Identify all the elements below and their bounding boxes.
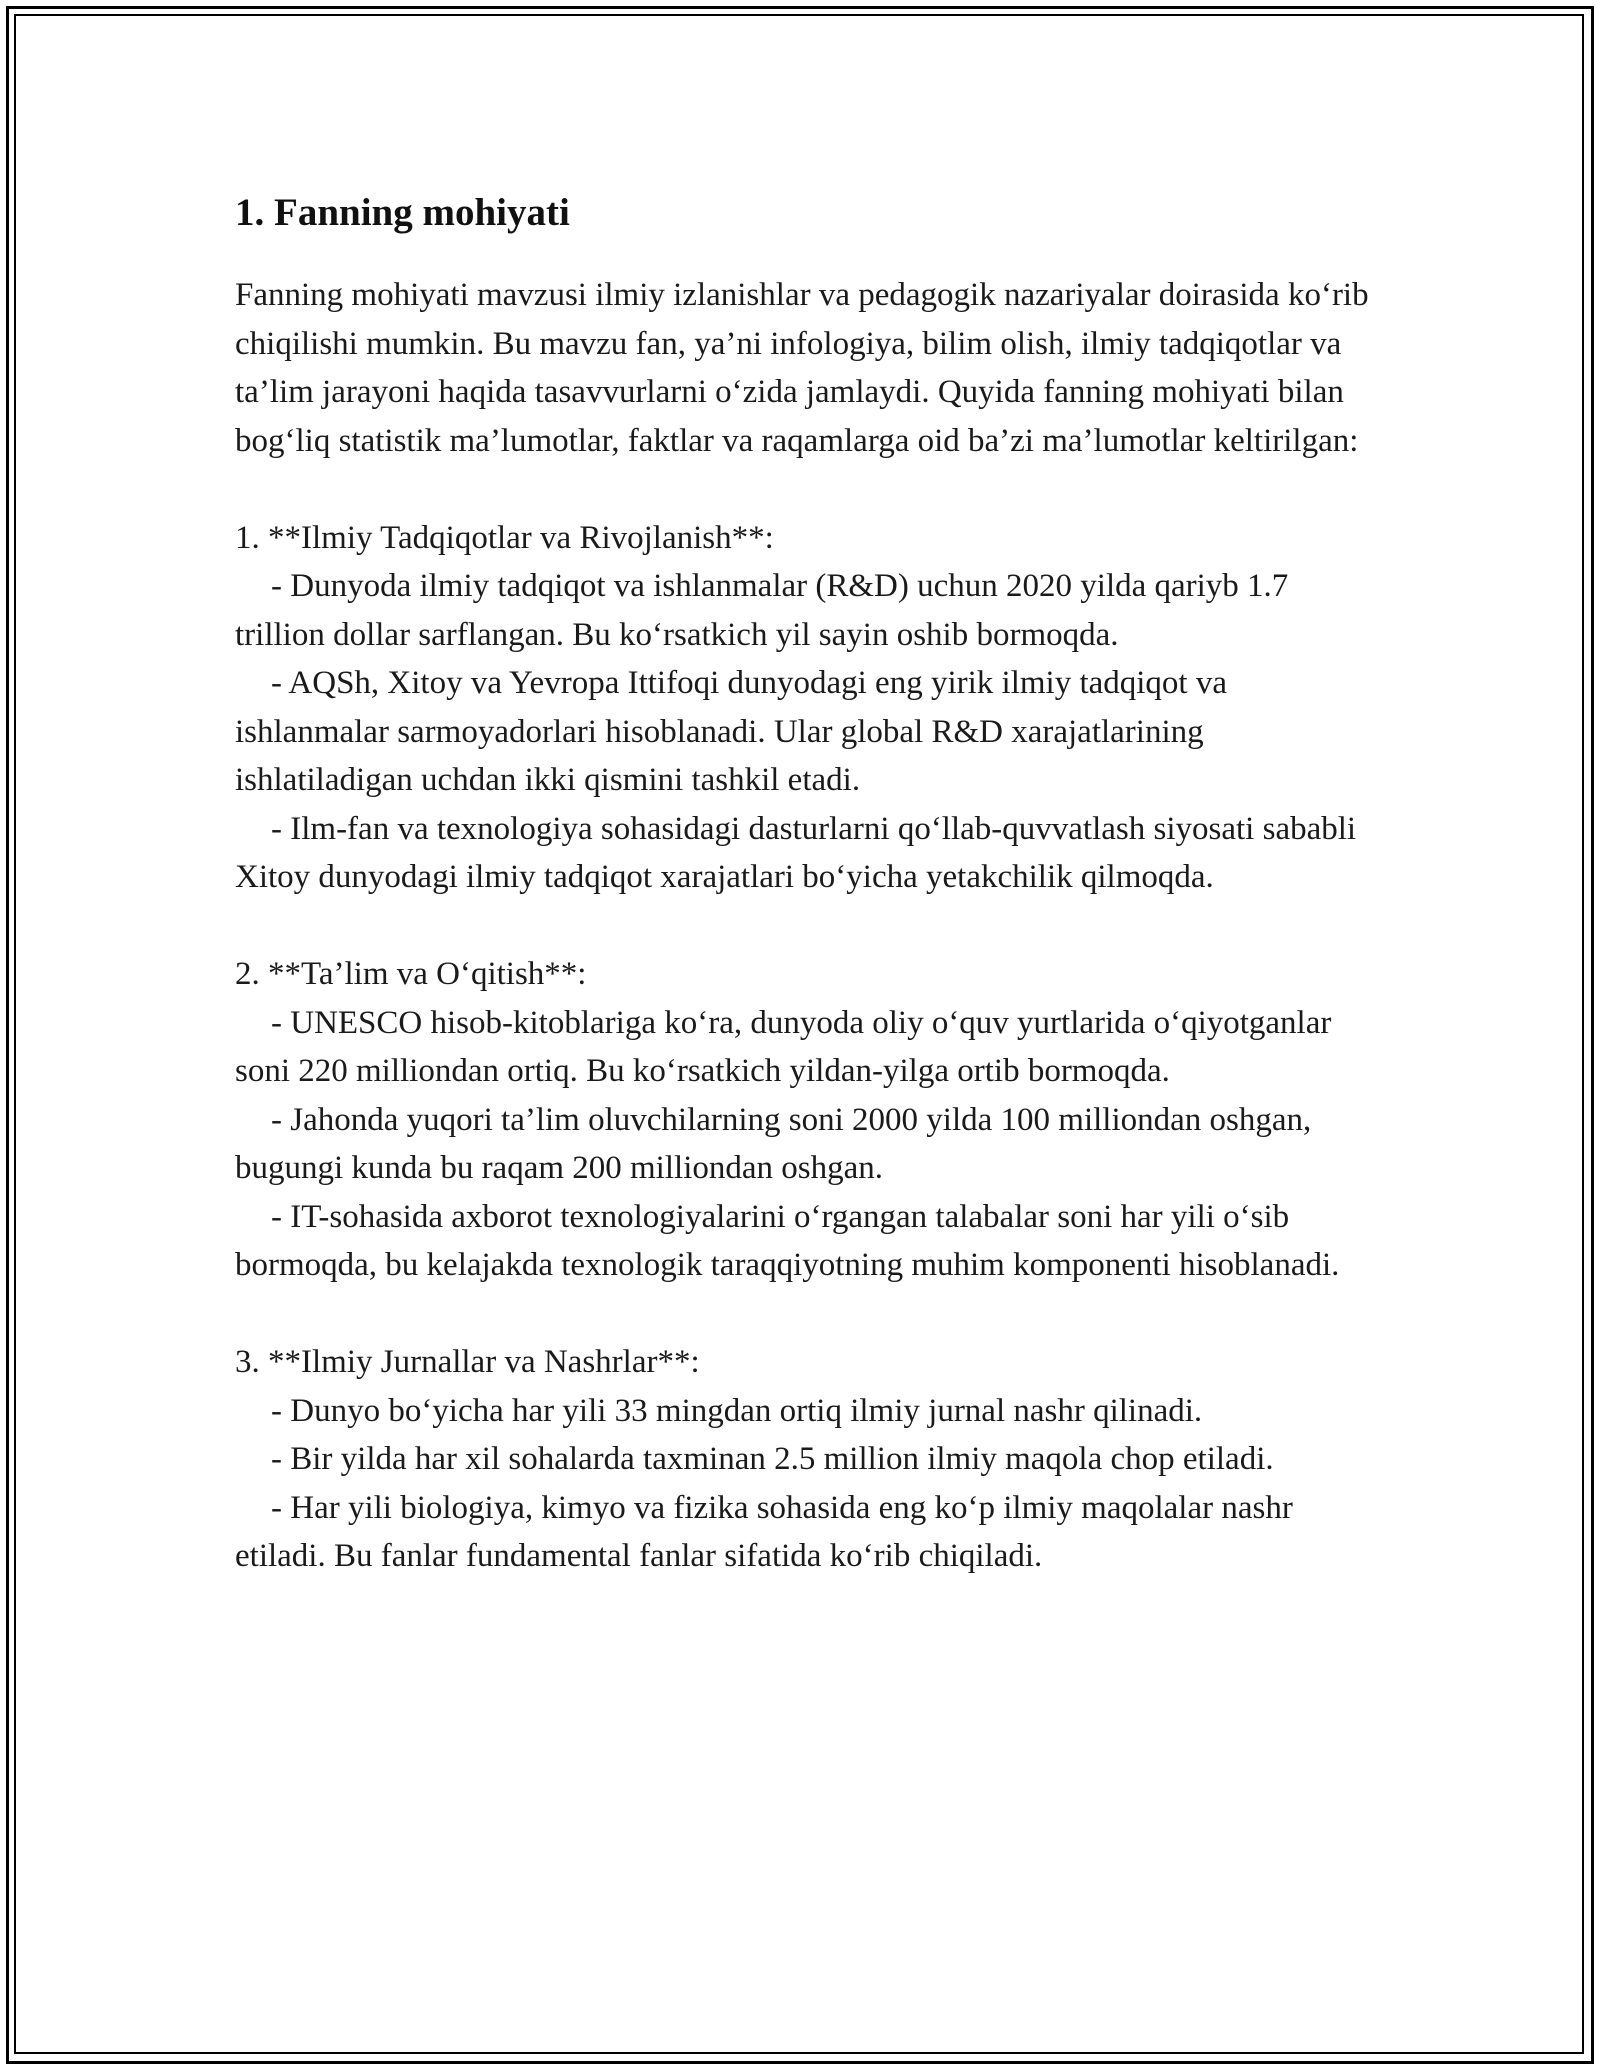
blank-line [235, 902, 1385, 951]
list-item: - IT-sohasida axborot texnologiyalarini o‘rgangan talabalar soni har yili o‘sib bormoqda, bu kelajakda texnologik taraqqiyotning muhim komponenti hisoblanadi. [235, 1198, 1340, 1283]
list-item: - Ilm-fan va texnologiya sohasidagi dasturlarni qo‘llab-quvvatlash siyosati sababli Xitoy dunyodagi ilmiy tadqiqot xarajatlari bo‘yicha yetakchilik qilmoqda. [235, 810, 1365, 895]
section-research [235, 514, 1385, 902]
section-title: 2. **Ta’lim va O‘qitish**: [235, 956, 587, 992]
list-item: - Jahonda yuqori ta’lim oluvchilarning soni 2000 yilda 100 milliondan oshgan, bugungi kunda bu raqam 200 milliondan oshgan. [235, 1101, 1320, 1186]
section-journals [235, 1338, 1385, 1581]
blank-line [235, 1290, 1385, 1339]
document-content [235, 185, 1385, 1581]
section-heading: 1. Fanning mohiyati [235, 191, 570, 234]
list-item: - UNESCO hisob-kitoblariga ko‘ra, dunyoda oliy o‘quv yurtlarida o‘qiyotganlar soni 220 milliondan ortiq. Bu ko‘rsatkich yildan-yilga ortib bormoqda. [235, 1004, 1340, 1089]
list-item: - Har yili biologiya, kimyo va fizika sohasida eng ko‘p ilmiy maqolalar nashr etiladi. Bu fanlar fundamental fanlar sifatida ko‘rib chiqiladi. [235, 1489, 1302, 1574]
section-title: 3. **Ilmiy Jurnallar va Nashrlar**: [235, 1344, 700, 1380]
list-item: - Dunyoda ilmiy tadqiqot va ishlanmalar (R&D) uchun 2020 yilda qariyb 1.7 trillion dollar sarflangan. Bu ko‘rsatkich yil sayin oshib bormoqda. [235, 568, 1297, 653]
intro-paragraph: Fanning mohiyati mavzusi ilmiy izlanishlar va pedagogik nazariyalar doirasida ko‘rib chiqilishi mumkin. Bu mavzu fan, ya’ni infologiya, bilim olish, ilmiy tadqiqotlar va ta’lim jarayoni haqida tasavvurlarni o‘zida jamlaydi. Quyida fanning mohiyati bilan bog‘liq statistik ma’lumotlar, faktlar va raqamlarga oid ba’zi ma’lumotlar keltirilgan: [235, 277, 1377, 459]
section-title: 1. **Ilmiy Tadqiqotlar va Rivojlanish**: [235, 519, 774, 556]
list-item: - AQSh, Xitoy va Yevropa Ittifoqi dunyodagi eng yirik ilmiy tadqiqot va ishlanmalar sarmoyadorlari hisoblanadi. Ular global R&D xarajatlarining ishlatiladigan uchdan ikki qismini tashkil etadi. [235, 665, 1236, 798]
list-item: - Dunyo bo‘yicha har yili 33 mingdan ortiq ilmiy jurnal nashr qilinadi. [271, 1392, 1203, 1429]
section-education [235, 950, 1385, 1290]
list-item: - Bir yilda har xil sohalarda taxminan 2.5 million ilmiy maqola chop etiladi. [271, 1441, 1274, 1477]
blank-line [235, 465, 1385, 514]
